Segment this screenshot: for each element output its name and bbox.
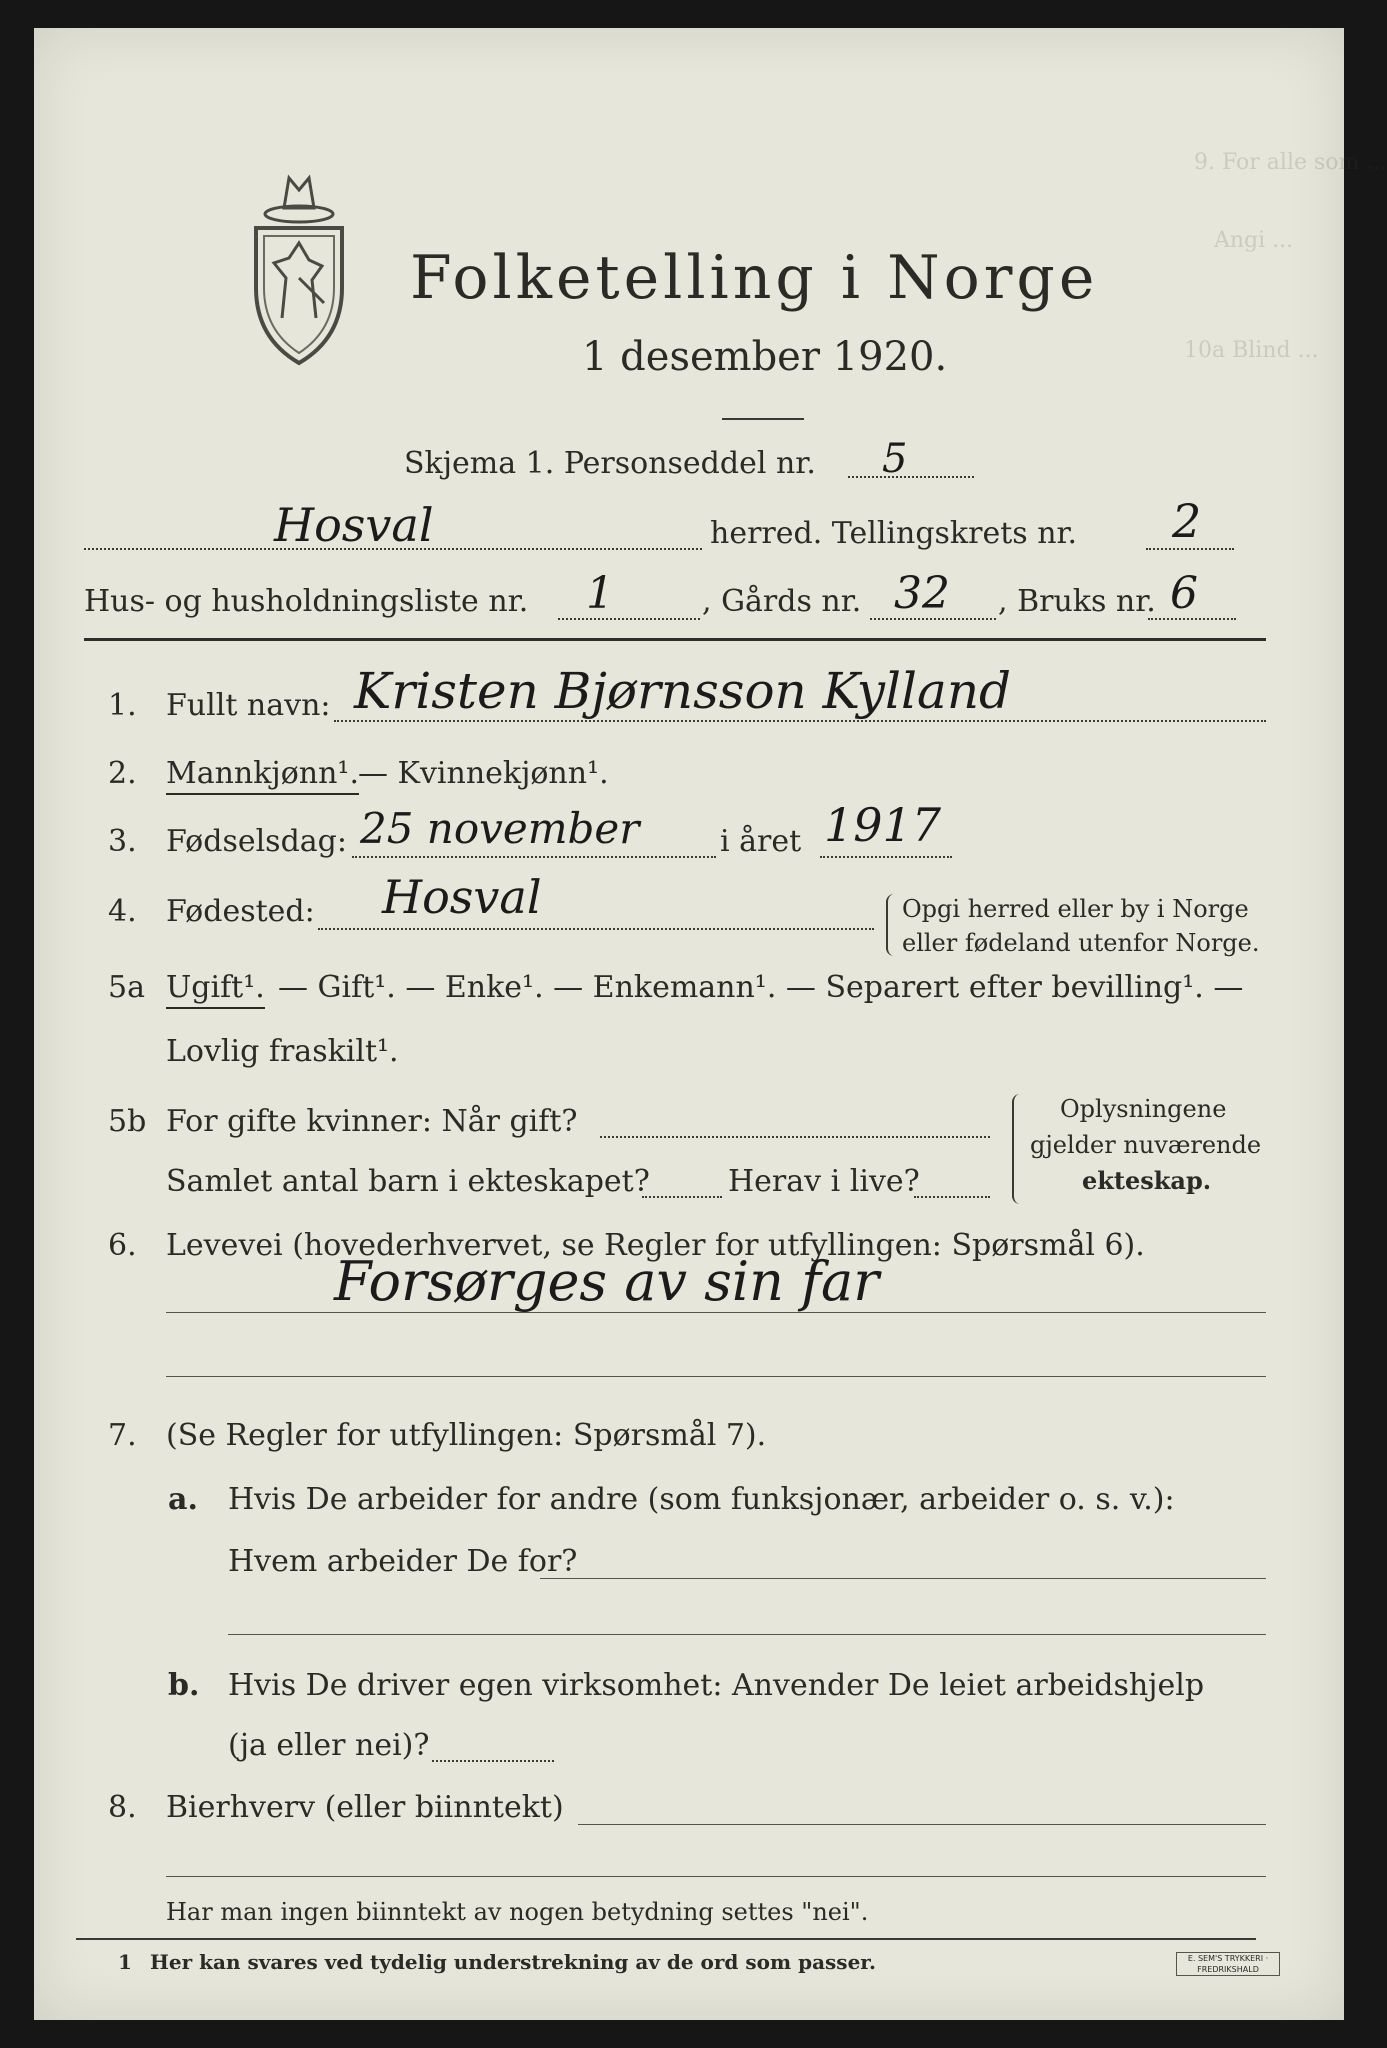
q8-line-2 (166, 1876, 1266, 1877)
bleed-through-text: Angi ... (1214, 228, 1294, 253)
q5b-children-label: Samlet antal barn i ekteskapet? (166, 1164, 650, 1199)
q3-number: 3. (108, 824, 137, 859)
q8-line-1 (578, 1824, 1266, 1825)
q6-line-2 (166, 1376, 1266, 1377)
occupation-value[interactable]: Forsørges av sin far (334, 1250, 880, 1313)
q3-label: Fødselsdag: (166, 824, 347, 859)
q3-year-label: i året (720, 824, 802, 859)
q5b-living-line (914, 1196, 990, 1198)
tellingskrets-nr-value[interactable]: 2 (1172, 494, 1202, 548)
q5b-note-3: ekteskap. (1082, 1166, 1212, 1195)
biinntekt-note: Har man ingen biinntekt av nogen betydning settes "nei". (166, 1898, 869, 1926)
footnote-rule (76, 1938, 1256, 1940)
q5b-living-label: Herav i live? (728, 1164, 920, 1199)
q4-number: 4. (108, 894, 137, 929)
section-rule (84, 638, 1266, 641)
personseddel-nr-value[interactable]: 5 (882, 436, 908, 482)
q5b-note-2: gjelder nuværende (1030, 1131, 1262, 1159)
divorced-option[interactable]: Lovlig fraskilt¹. (166, 1034, 399, 1069)
q7a-line-1 (540, 1578, 1266, 1579)
q7b-letter: b. (168, 1668, 200, 1703)
birth-year-value[interactable]: 1917 (824, 798, 942, 852)
bleed-through-text: 10a Blind ... (1184, 338, 1319, 363)
q1-line (334, 720, 1266, 722)
q1-number: 1. (108, 688, 137, 723)
q5b-note-1: Oplysningene (1060, 1095, 1227, 1123)
q6-label: Levevei (hovederhvervet, se Regler for utfyllingen: Spørsmål 6). (166, 1228, 1145, 1263)
q5b-label: For gifte kvinner: Når gift? (166, 1104, 578, 1139)
full-name-value[interactable]: Kristen Bjørnsson Kylland (354, 662, 1012, 720)
q4-line (318, 928, 874, 930)
footnote-mark: 1 (118, 1950, 132, 1974)
brace (1012, 1094, 1024, 1204)
q3-day-line (352, 856, 716, 858)
q7a-line-2 (228, 1634, 1266, 1635)
coat-of-arms-icon (244, 168, 354, 368)
printer-stamp: E. SEM'S TRYKKERI · FREDRIKSHALD (1176, 1952, 1280, 1976)
q7a-label: Hvis De arbeider for andre (som funksjonær, arbeider o. s. v.): (228, 1482, 1175, 1517)
q8-label: Bierhverv (eller biinntekt) (166, 1790, 564, 1825)
q4-note-1: Opgi herred eller by i Norge (902, 895, 1249, 923)
divider (722, 418, 804, 420)
female-option[interactable]: — Kvinnekjønn¹. (358, 756, 609, 791)
bruks-label: , Bruks nr. (998, 584, 1156, 619)
q6-number: 6. (108, 1228, 137, 1263)
q7-label: (Se Regler for utfyllingen: Spørsmål 7). (166, 1418, 767, 1453)
gards-nr-value[interactable]: 32 (894, 568, 950, 619)
brace (886, 894, 898, 956)
q4-label: Fødested: (166, 894, 315, 929)
birth-date-value[interactable]: 25 november (360, 804, 640, 853)
q7b-label: Hvis De driver egen virksomhet: Anvender De leiet arbeidshjelp (228, 1668, 1205, 1703)
q8-number: 8. (108, 1790, 137, 1825)
husliste-line (558, 618, 700, 620)
bleed-through-text: 9. For alle som ... (1194, 150, 1387, 175)
tellingskrets-line (1146, 548, 1234, 550)
herred-label: herred. Tellingskrets nr. (710, 516, 1078, 551)
personseddel-line (848, 476, 974, 478)
herred-value[interactable]: Hosval (274, 498, 434, 552)
q7-number: 7. (108, 1418, 137, 1453)
husliste-nr-value[interactable]: 1 (586, 568, 614, 619)
q3-year-line (820, 856, 952, 858)
q7b-help-label: (ja eller nei)? (228, 1728, 430, 1763)
q4-note-2: eller fødeland utenfor Norge. (902, 929, 1260, 957)
birthplace-value[interactable]: Hosval (382, 870, 542, 924)
husliste-label: Hus- og husholdningsliste nr. (84, 584, 529, 619)
male-option-underlined[interactable]: Mannkjønn¹. (166, 756, 359, 795)
skjema-label: Skjema 1. Personseddel nr. (404, 446, 816, 481)
q5a-number: 5a (108, 970, 145, 1005)
q5b-number: 5b (108, 1104, 147, 1139)
census-form-page (34, 28, 1387, 2020)
q2-number: 2. (108, 756, 137, 791)
q7a-letter: a. (168, 1482, 198, 1517)
marital-status-options[interactable]: — Gift¹. — Enke¹. — Enkemann¹. — Separert efter bevilling¹. — (278, 970, 1244, 1005)
q7a-employer-label: Hvem arbeider De for? (228, 1544, 578, 1579)
form-title: Folketelling i Norge (410, 243, 1099, 313)
unmarried-option-underlined[interactable]: Ugift¹. (166, 970, 265, 1009)
q5b-children-line (642, 1196, 722, 1198)
q7b-line (432, 1760, 554, 1762)
q5b-married-line (600, 1136, 990, 1138)
bruks-nr-value[interactable]: 6 (1170, 568, 1198, 619)
form-date: 1 desember 1920. (582, 334, 948, 380)
gards-label: , Gårds nr. (702, 584, 862, 619)
q1-label: Fullt navn: (166, 688, 331, 723)
footnote-text: Her kan svares ved tydelig understrekning av de ord som passer. (150, 1950, 876, 1974)
